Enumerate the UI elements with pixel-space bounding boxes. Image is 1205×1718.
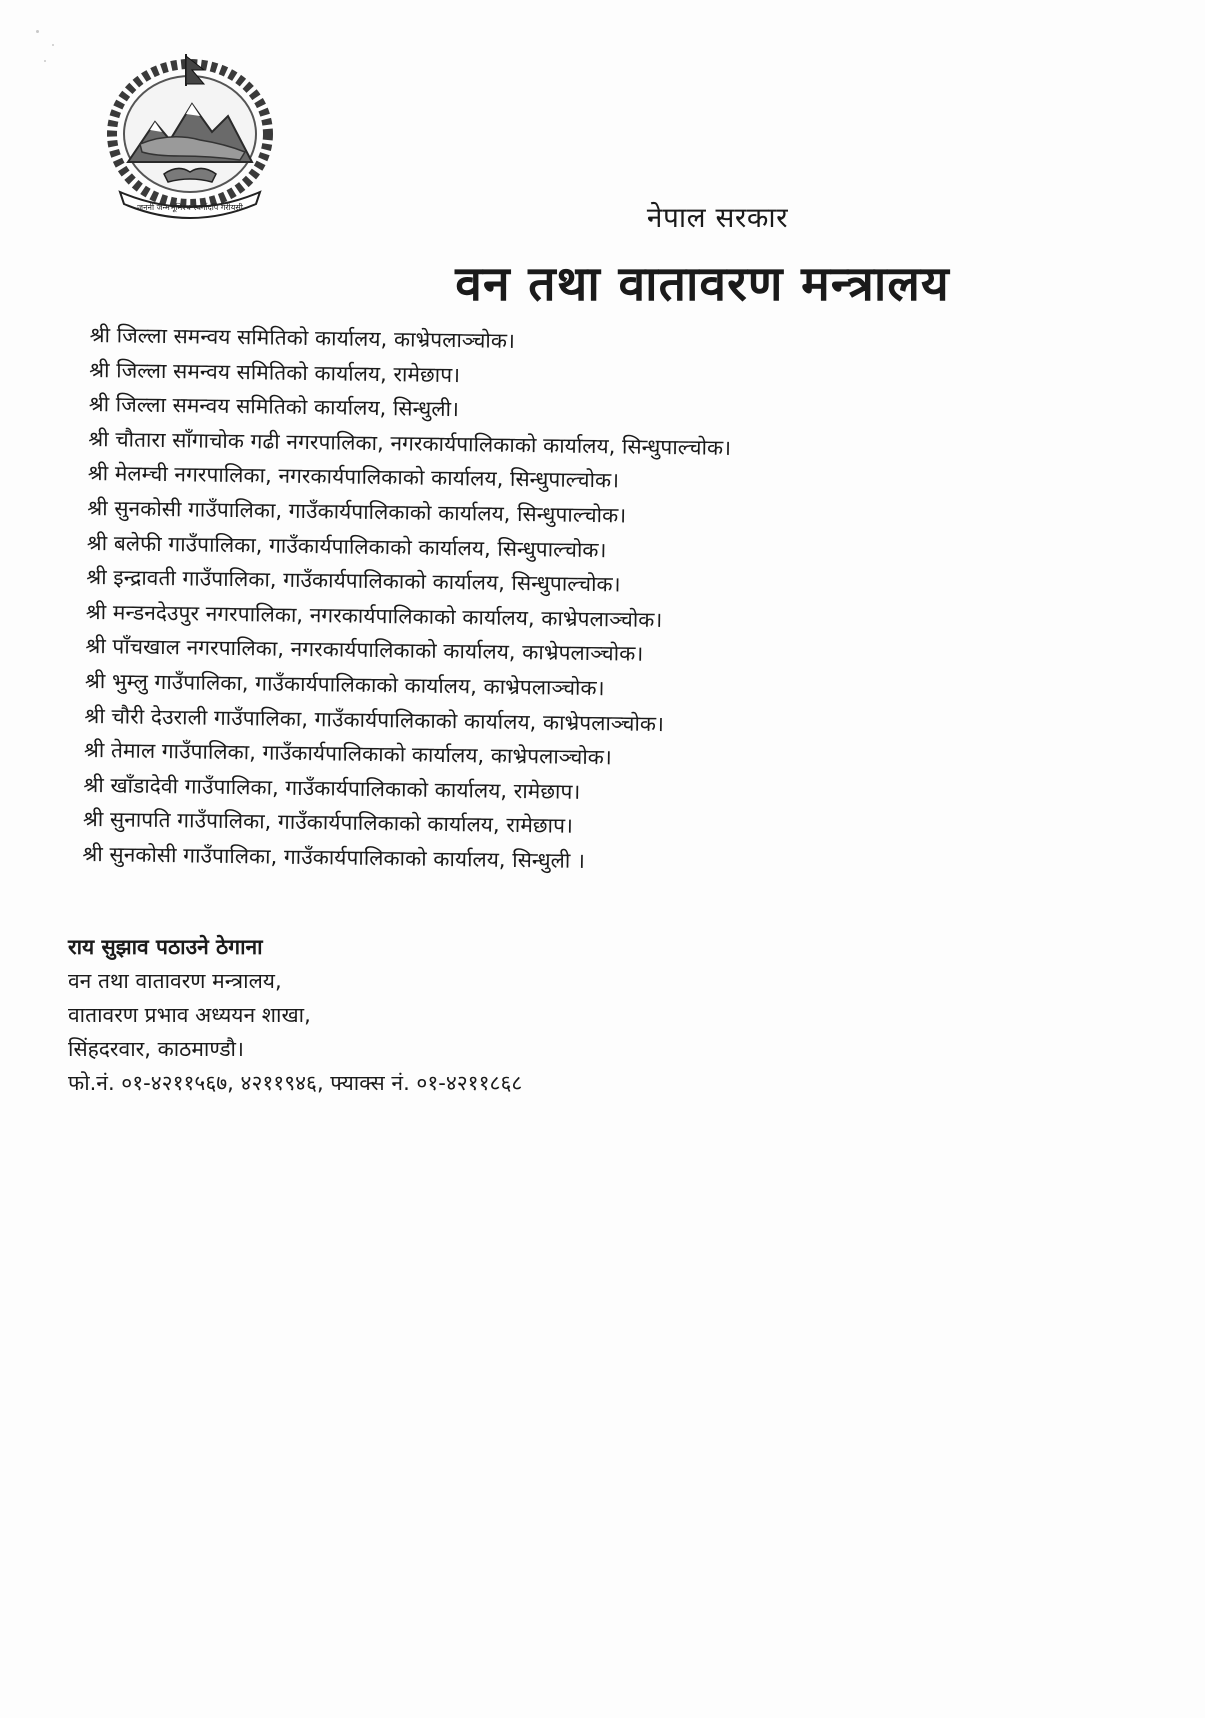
recipient-item: श्री पाँचखाल नगरपालिका, नगरकार्यपालिकाको कार्यालय, काभ्रेपलाञ्चोक। (85, 634, 644, 667)
recipient-list (82, 318, 733, 880)
recipient-item: श्री सुनकोसी गाउँपालिका, गाउँकार्यपालिकाको कार्यालय, सिन्धुपाल्चोक। (87, 495, 627, 528)
feedback-address-heading: राय सुझाव पठाउने ठेगाना (68, 935, 263, 959)
recipient-item: श्री मेलम्ची नगरपालिका, नगरकार्यपालिकाको कार्यालय, सिन्धुपाल्चोक। (87, 461, 620, 493)
scan-artifact (52, 44, 54, 46)
recipient-item: श्री जिल्ला समन्वय समितिको कार्यालय, सिन्धुली। (88, 392, 460, 422)
recipient-item: श्री भुम्लु गाउँपालिका, गाउँकार्यपालिकाको कार्यालय, काभ्रेपलाञ्चोक। (84, 668, 605, 701)
government-name: नेपाल सरकार (646, 201, 789, 234)
recipient-item: श्री सुनकोसी गाउँपालिका, गाउँकार्यपालिकाको कार्यालय, सिन्धुली । (82, 841, 586, 873)
ministry-name: वन तथा वातावरण मन्त्रालय (455, 256, 950, 312)
recipient-item: श्री बलेफी गाउँपालिका, गाउँकार्यपालिकाको कार्यालय, सिन्धुपाल्चोक। (86, 530, 607, 562)
recipient-item: श्री मन्डनदेउपुर नगरपालिका, नगरकार्यपालिकाको कार्यालय, काभ्रेपलाञ्चोक। (85, 599, 663, 632)
scan-artifact (44, 60, 46, 62)
address-line: वन तथा वातावरण मन्त्रालय, (68, 969, 282, 993)
recipient-item: श्री इन्द्रावती गाउँपालिका, गाउँकार्यपालिकाको कार्यालय, सिन्धुपाल्चोक। (86, 565, 621, 597)
recipient-item: श्री जिल्ला समन्वय समितिको कार्यालय, रामेछाप। (89, 357, 461, 387)
address-line: वातावरण प्रभाव अध्ययन शाखा, (68, 1003, 311, 1027)
nepal-government-emblem-icon (100, 52, 280, 220)
recipient-item: श्री खाँडादेवी गाउँपालिका, गाउँकार्यपालिकाको कार्यालय, रामेछाप। (83, 772, 581, 804)
recipient-item: श्री चौतारा साँगाचोक गढी नगरपालिका, नगरकार्यपालिकाको कार्यालय, सिन्धुपाल्चोक। (88, 426, 732, 460)
recipient-item: श्री तेमाल गाउँपालिका, गाउँकार्यपालिकाको कार्यालय, काभ्रेपलाञ्चोक। (83, 738, 613, 770)
address-line: सिंहदरवार, काठमाण्डौ। (68, 1037, 244, 1061)
feedback-address-block (68, 930, 522, 1100)
recipient-item: श्री सुनापति गाउँपालिका, गाउँकार्यपालिकाको कार्यालय, रामेछाप। (82, 807, 574, 839)
emblem-motto: जननी जन्मभूमिश्च स्वर्गादपि गरीयसी (137, 203, 243, 212)
scan-artifact (36, 30, 39, 33)
recipient-item: श्री जिल्ला समन्वय समितिको कार्यालय, काभ्रेपलाञ्चोक। (89, 322, 516, 353)
contact-numbers: फो.नं. ०१-४२११५६७, ४२११९४६, फ्याक्स नं. ०१-४२११८६८ (68, 1071, 523, 1095)
recipient-item: श्री चौरी देउराली गाउँपालिका, गाउँकार्यपालिकाको कार्यालय, काभ्रेपलाञ्चोक। (84, 703, 665, 736)
